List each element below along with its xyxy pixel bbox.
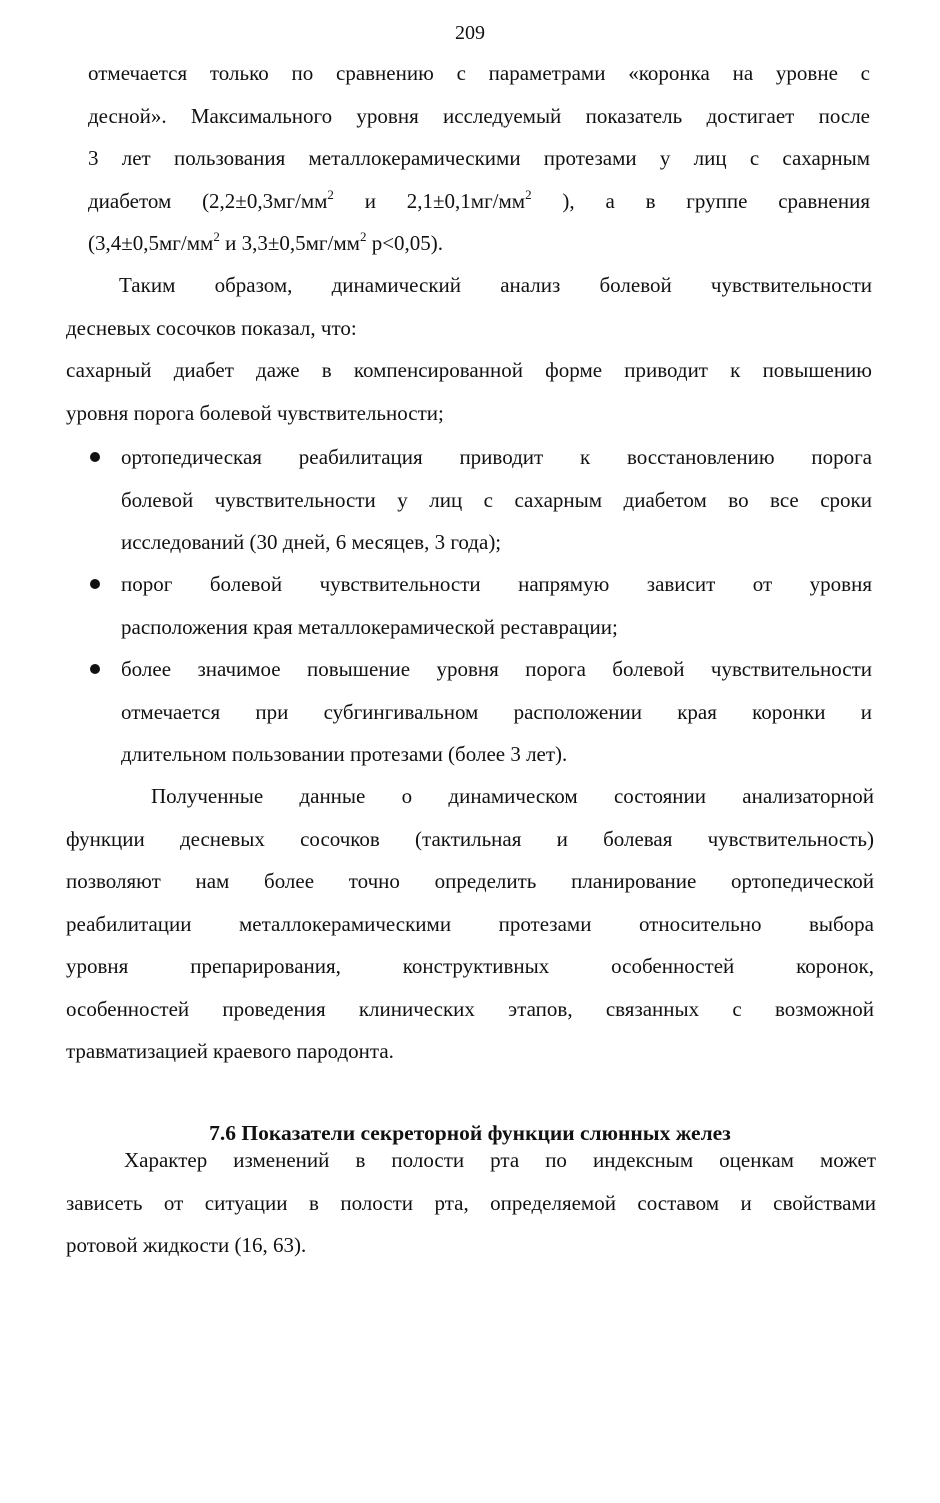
bullet-dot [90,579,100,589]
text-line: травматизацией краевого пародонта. [66,1039,394,1063]
superscript: 2 [327,186,334,202]
superscript: 2 [525,186,532,202]
list-item [121,436,872,564]
page-number: 209 [455,22,485,44]
text-line: функции десневых сосочков (тактильная и болевая чувствительность) [66,826,874,851]
superscript: 2 [213,229,220,244]
superscript: 2 [359,229,367,244]
text-line: расположения края металлокерамической реставрации; [121,614,618,639]
text-line: уровня порога болевой чувствительности; [66,400,444,425]
text-fragment: и 3,3±0,5мг/мм [219,231,360,255]
paragraph-continuation [88,52,870,265]
text-line: отмечается только по сравнению с параметрами «коронка на уровне с [88,61,870,85]
text-line: уровня препарирования, конструктивных особенностей коронок, [66,954,874,978]
text-line: зависеть от ситуации в полости рта, определяемой составом и свойствами [66,1190,876,1215]
text-line: болевой чувствительности у лиц с сахарным диабетом во все сроки [121,487,872,512]
text-line: десной». Максимального уровня исследуемый показатель достигает после [88,103,870,128]
text-line: Характер изменений в полости рта по индексным оценкам может [124,1148,876,1172]
text-line: более значимое повышение уровня порога болевой чувствительности [121,657,872,681]
text-line: 3 лет пользования металлокерамическими протезами у лиц с сахарным [88,146,870,170]
text-fragment: (3,4±0,5мг/мм [88,231,214,255]
text-fragment: диабетом (2,2±0,3мг/мм [88,188,328,213]
text-line: порог болевой чувствительности напрямую зависит от уровня [121,572,872,596]
text-fragment: и 2,1±0,1мг/мм [333,188,526,213]
text-line: реабилитации металлокерамическими протезами относительно выбора [66,911,874,936]
text-line: ортопедическая реабилитация приводит к восстановлению порога [121,445,872,469]
bullet-dot [90,452,100,462]
paragraph-summary [66,264,872,434]
text-line: отмечается при субгингивальном расположении края коронки и [121,699,872,724]
text-line: Таким образом, динамический анализ болевой чувствительности [119,273,872,297]
text-line: особенностей проведения клинических этапов, связанных с возможной [66,996,874,1021]
text-line: позволяют нам более точно определить планирование ортопедической [66,869,874,893]
text-line [88,180,870,223]
bullet-dot [90,664,100,674]
section-heading: 7.6 Показатели секреторной функции слюнных желез [209,1121,731,1145]
text-fragment: ), а в группе сравнения [531,188,870,213]
text-line: ротовой жидкости (16, 63). [66,1233,307,1257]
text-line: десневых сосочков показал, что: [66,315,357,340]
text-line: Полученные данные о динамическом состоянии анализаторной [151,784,874,808]
list-item [121,563,872,648]
text-line: исследований (30 дней, 6 месяцев, 3 года); [121,530,502,554]
text-fragment: p<0,05). [366,231,444,255]
list-item [121,648,872,776]
text-line: длительном пользовании протезами (более 3 лет). [121,742,568,766]
text-line: сахарный диабет даже в компенсированной форме приводит к повышению [66,358,872,382]
paragraph-conclusion [66,775,874,1073]
paragraph-section-intro [66,1139,876,1267]
text-line [88,222,870,265]
